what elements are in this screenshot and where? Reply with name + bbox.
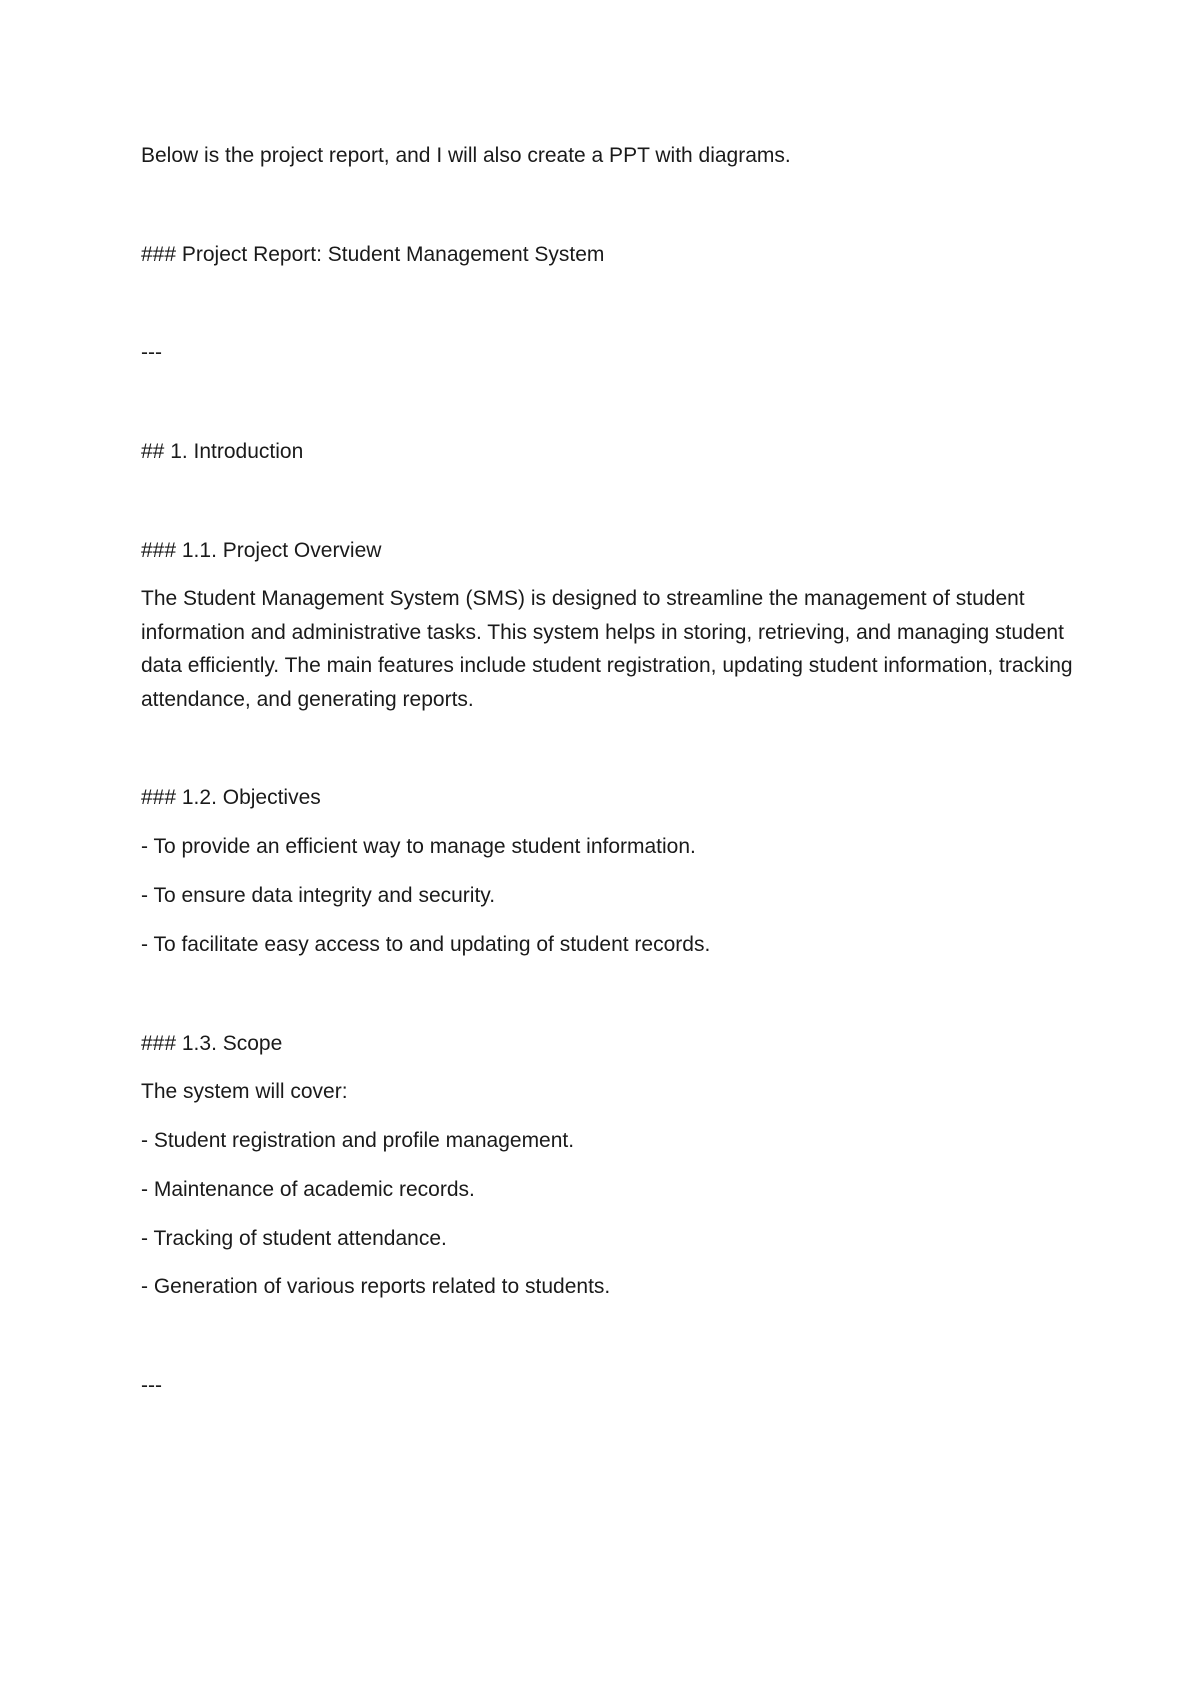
scope-item: - Generation of various reports related to students. [141,1275,611,1298]
objective-item: - To ensure data integrity and security. [141,884,496,907]
scope-item: - Maintenance of academic records. [141,1178,475,1201]
section-heading-introduction: ## 1. Introduction [141,440,304,463]
divider: --- [141,341,162,364]
scope-item: - Student registration and profile management. [141,1129,575,1152]
objective-item: - To provide an efficient way to manage student information. [141,835,696,858]
subsection-heading-objectives: ### 1.2. Objectives [141,786,321,809]
subsection-heading-overview: ### 1.1. Project Overview [141,539,382,562]
objective-item: - To facilitate easy access to and updating of student records. [141,933,711,956]
intro-line: Below is the project report, and I will also create a PPT with diagrams. [141,144,791,167]
report-title: ### Project Report: Student Management System [141,243,605,266]
scope-item: - Tracking of student attendance. [141,1227,447,1250]
divider: --- [141,1374,162,1397]
scope-intro: The system will cover: [141,1080,348,1103]
overview-paragraph: The Student Management System (SMS) is designed to streamline the management of student information and administrative tasks. This system helps in storing, retrieving, and managing student data efficiently. The main features include student registration, updating student information, tracking attendance, and generating reports. [141,587,1073,711]
subsection-heading-scope: ### 1.3. Scope [141,1032,283,1055]
